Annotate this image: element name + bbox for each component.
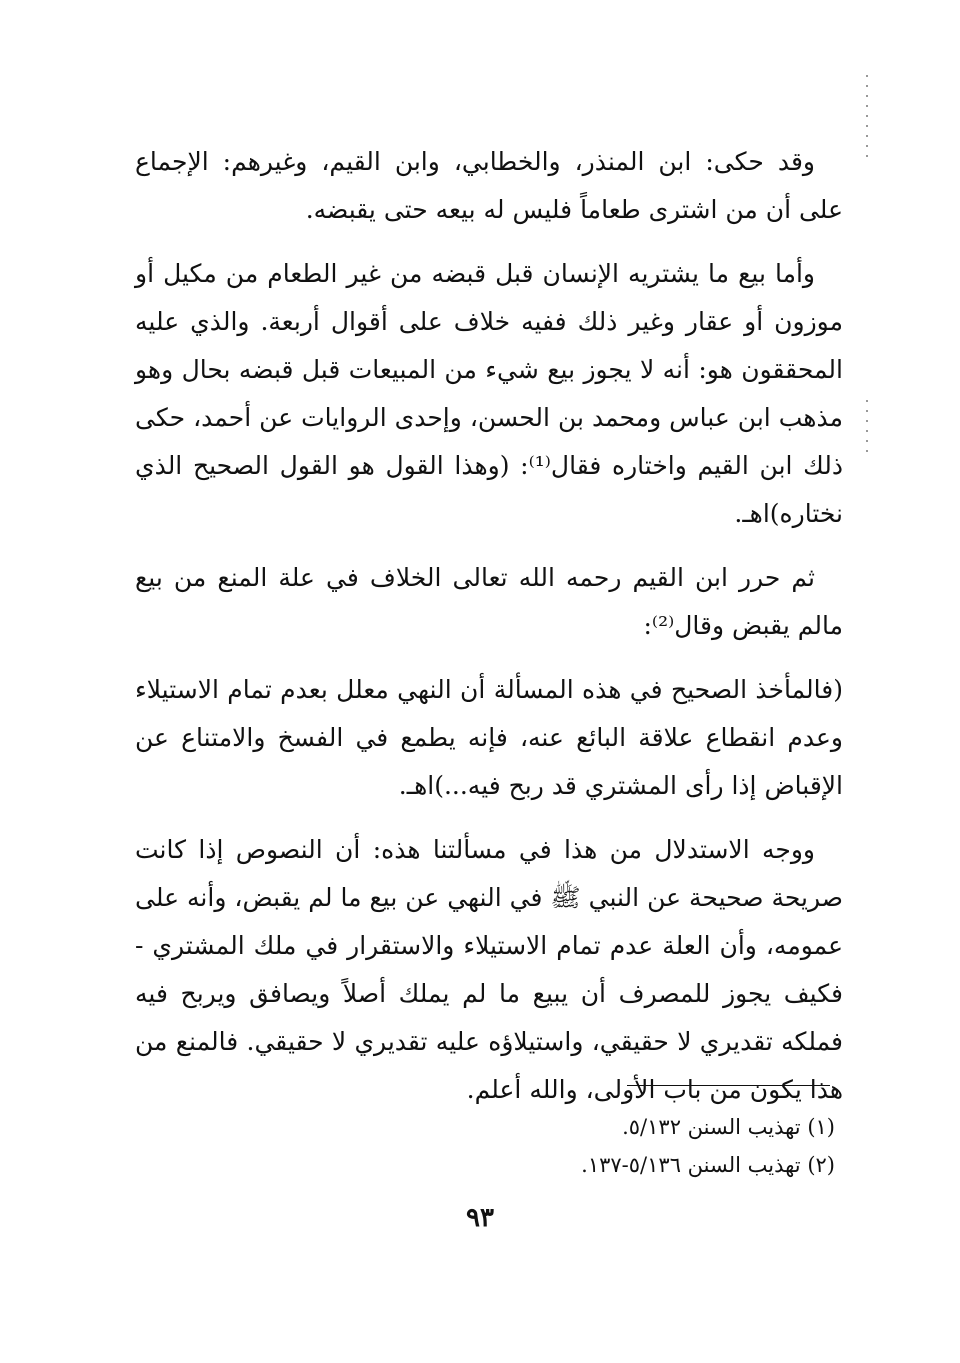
footnote-1: (١) تهذيب السنن ٥/١٣٢.: [622, 1115, 835, 1139]
page-number: ٩٣: [466, 1203, 494, 1233]
paragraph-ijma: وقد حكى: ابن المنذر، والخطابي، وابن القيم، وغيرهم: الإجماع على أن من اشترى طعاماً فليس له بيعه حتى يقبضه.: [135, 147, 843, 224]
paragraph-ibn-qayyim-reason: ثم حرر ابن القيم رحمه الله تعالى الخلاف في علة المنع من بيع مالم يقبض وقال⁽²⁾:: [135, 563, 843, 640]
footnote-2: (٢) تهذيب السنن ٥/١٣٦-١٣٧.: [581, 1153, 835, 1177]
page-body: [135, 138, 843, 1130]
paragraph-sale-before-possession: وأما بيع ما يشتريه الإنسان قبل قبضه من غير الطعام من مكيل أو موزون أو عقار وغير ذلك ففيه خلاف على أقوال أربعة. والذي عليه المحققون هو: أنه لا يجوز بيع شيء من المبيعات قبل قبضه بحال وهو مذهب ابن عباس ومحمد بن الحسن، وإحدى الروايات عن أحمد، حكى ذلك ابن القيم واختاره فقال⁽¹⁾: (وهذا القول هو القول الصحيح الذي نختاره)اهـ.: [135, 259, 843, 528]
scan-edge-mark: [866, 75, 868, 165]
paragraph-quote: (فالمأخذ الصحيح في هذه المسألة أن النهي معلل بعدم تمام الاستيلاء وعدم انقطاع علاقة البائع عنه، فإنه يطمع في الفسخ والامتناع عن الإقباض إذا رأى المشتري قد ربح فيه...)اهـ.: [135, 675, 843, 800]
paragraph-inference: ووجه الاستدلال من هذا في مسألتنا هذه: أن النصوص إذا كانت صريحة صحيحة عن النبي ﷺ في النهي عن بيع ما لم يقبض، وأنه على عمومه، وأن العلة عدم تمام الاستيلاء والاستقرار في ملك المشتري - فكيف يجوز للمصرف أن يبيع ما لم يملك أصلاً ويصافق ويربح فيه فملكه تقديري لا حقيقي، واستيلاؤه عليه تقديري لا حقيقي. فالمنع من هذا يكون من باب الأولى، والله أعلم.: [135, 835, 843, 1104]
scan-edge-mark: [866, 400, 868, 460]
footnote-divider: [627, 1085, 830, 1086]
footnotes: [335, 1108, 835, 1184]
